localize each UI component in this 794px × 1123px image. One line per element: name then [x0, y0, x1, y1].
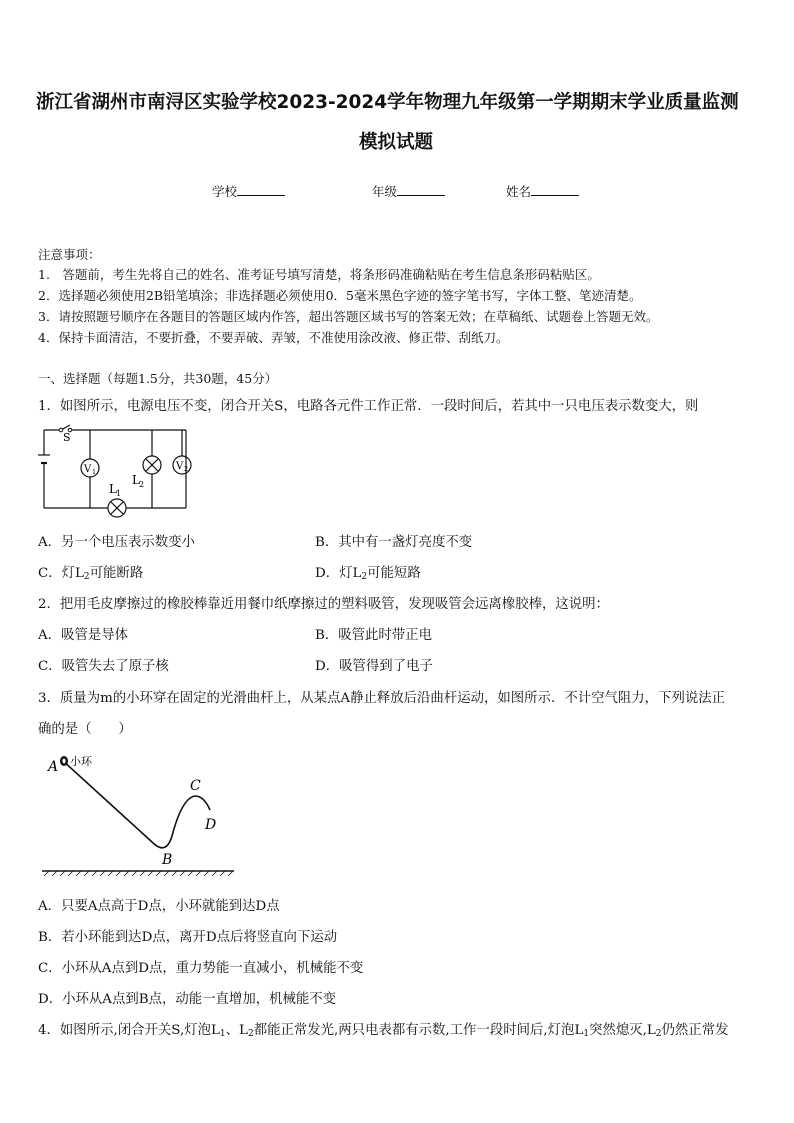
notes-item-3: 3．请按照题号顺序在各题目的答题区域内作答，超出答题区域书写的答案无效；在草稿纸、试题卷上答题无效。	[38, 309, 659, 324]
point-a-label: A	[48, 759, 59, 775]
point-b-label: B	[162, 852, 173, 868]
l1-sub: 1	[116, 489, 122, 498]
q1-option-a: A．另一个电压表示数变小	[38, 535, 195, 550]
q3-stem-line2: 确的是（ ）	[38, 722, 132, 737]
q1-option-b: B．其中有一盏灯亮度不变	[315, 535, 473, 550]
q2-stem: 2．把用毛皮摩擦过的橡胶棒靠近用餐巾纸摩擦过的塑料吸管，发现吸管会远离橡胶棒，这说明：	[38, 597, 609, 612]
grade-label: 年级	[372, 184, 398, 199]
point-d-label: D	[205, 817, 217, 833]
school-field	[212, 181, 285, 200]
grade-field	[372, 181, 445, 200]
q3-curve-diagram	[38, 750, 238, 878]
curved-rod	[62, 760, 210, 848]
q3-option-a: A．只要A点高于D点，小环就能到达D点	[38, 899, 280, 914]
name-label: 姓名	[506, 184, 532, 199]
v1-label: V	[84, 464, 92, 475]
page-title-continued: 模拟试题	[359, 132, 434, 153]
q1-circuit-diagram	[36, 422, 196, 522]
notes-item-4: 4．保持卡面清洁，不要折叠，不要弄破、弄皱，不准使用涂改液、修正带、刮纸刀。	[38, 330, 509, 345]
notes-item-2: 2．选择题必须使用2B铅笔填涂；非选择题必须使用0．5毫米黑色字迹的签字笔书写，字体工整、笔迹清楚。	[38, 288, 642, 303]
q1-stem: 1．如图所示，电源电压不变，闭合开关S，电路各元件工作正常．一段时间后，若其中一只电压表示数变大，则	[38, 399, 699, 414]
q2-option-b: B．吸管此时带正电	[315, 628, 432, 643]
q3-option-c: C．小环从A点到D点，重力势能一直减小，机械能不变	[38, 961, 364, 976]
switch-label: S	[63, 431, 71, 444]
q2-option-a: A．吸管是导体	[38, 628, 129, 643]
q2-option-d: D．吸管得到了电子	[315, 659, 433, 674]
l2-label: L	[132, 473, 140, 487]
l2-sub: 2	[139, 480, 145, 489]
q3-stem-line1: 3．质量为m的小环穿在固定的光滑曲杆上，从某点A静止释放后沿曲杆运动，如图所示．不计空气阻力，下列说法正	[38, 691, 726, 706]
q4-stem: 4．如图所示,闭合开关S,灯泡$L_1$、$L_2$都能正常发光,两只电表都有示数,工作一段时间后,灯泡$L_1$突然熄灭$,L_2$仍然正常发	[38, 1023, 729, 1039]
q2-option-c: C．吸管失去了原子核	[38, 659, 169, 674]
name-field	[506, 181, 579, 200]
q1-option-d: D．灯$L_2$可能短路	[315, 566, 421, 582]
notes-heading: 注意事项：	[38, 247, 101, 262]
ring-label: 小环	[70, 755, 92, 768]
v2-label: V	[176, 461, 184, 472]
grade-blank	[397, 181, 445, 196]
l1-label: L	[109, 482, 117, 496]
ground-hatching	[44, 871, 233, 876]
page-title: 浙江省湖州市南浔区实验学校2023-2024学年物理九年级第一学期期末学业质量监测	[36, 92, 739, 113]
point-c-label: C	[190, 778, 201, 794]
notes-item-1: 1. 答题前，考生先将自己的姓名、准考证号填写清楚，将条形码准确粘贴在考生信息条形码粘贴区。	[38, 267, 600, 282]
v2-sub: 2	[184, 465, 189, 473]
school-blank	[237, 181, 285, 196]
q3-option-d: D．小环从A点到B点，动能一直增加，机械能不变	[38, 992, 337, 1007]
v1-sub: 1	[92, 468, 97, 476]
school-label: 学校	[212, 184, 238, 199]
name-blank	[531, 181, 579, 196]
section-heading: 一、选择题（每题1.5分，共30题，45分）	[38, 371, 278, 386]
q1-option-c: C．灯$L_2$可能断路	[38, 566, 144, 582]
q3-option-b: B．若小环能到达D点，离开D点后将竖直向下运动	[38, 930, 338, 945]
